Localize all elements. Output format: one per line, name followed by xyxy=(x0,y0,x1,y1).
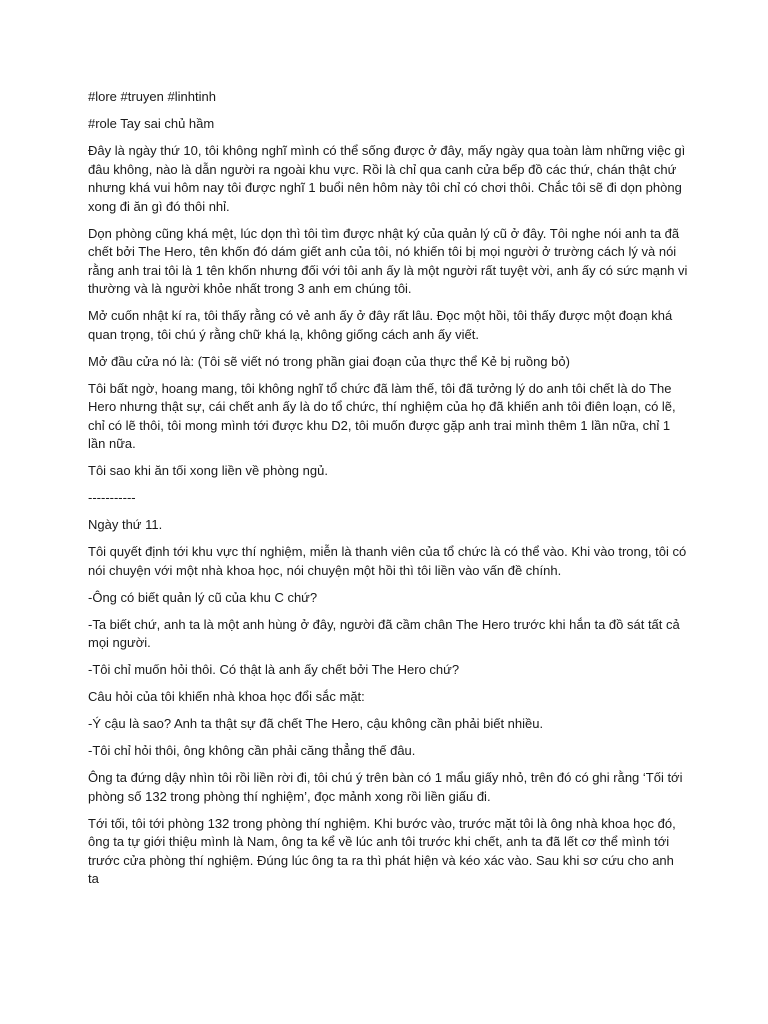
dialogue-line: -Tôi chỉ hỏi thôi, ông không cần phải căng thẳng thế đâu. xyxy=(88,743,416,758)
paragraph: Mở cuốn nhật kí ra, tôi thấy rằng có vẻ anh ấy ở đây rất lâu. Đọc một hồi, tôi thấy được một đoạn khá quan trọng, tôi chú ý rằng chữ khá lạ, không giống cách anh ấy viết. xyxy=(88,308,673,342)
paragraph: Mở đầu cửa nó là: (Tôi sẽ viết nó trong phần giai đoạn của thực thể Kẻ bị ruồng bỏ) xyxy=(88,353,570,369)
role-line: #role Tay sai chủ hầm xyxy=(88,116,215,131)
dialogue-line: -Ta biết chứ, anh ta là một anh hùng ở đây, người đã cầm chân The Hero trước khi hắn ta đồ sát tất cả mọi người. xyxy=(88,616,680,650)
tags-line: #lore #truyen #linhtinh xyxy=(88,89,216,104)
paragraph: Tôi quyết định tới khu vực thí nghiệm, miễn là thanh viên của tổ chức là có thể vào. Khi vào trong, tôi có nói chuyện với một nhà khoa học, nói chuyện một hồi thì tôi liền vào vấn đề chính. xyxy=(88,544,687,578)
dialogue-line: -Tôi chỉ muốn hỏi thôi. Có thật là anh ấy chết bởi The Hero chứ? xyxy=(88,662,460,677)
day-heading: Ngày thứ 11. xyxy=(88,517,163,532)
paragraph: Đây là ngày thứ 10, tôi không nghĩ mình có thể sống được ở đây, mấy ngày qua toàn làm những việc gì đâu không, nào là dẫn người ra ngoài khu vực. Rồi là chỉ qua canh cửa bếp đồ các thứ, chán thật chứ nhưng khá vui hôm nay tôi được nghĩ 1 buổi nên hôm này tôi chỉ có chơi thôi. Chắc tôi sẽ đi dọn phòng xong đi ăn gì đó thôi nhỉ. xyxy=(88,143,686,214)
section-divider: ----------- xyxy=(88,490,136,505)
dialogue-line: -Ý cậu là sao? Anh ta thật sự đã chết The Hero, cậu không cần phải biết nhiều. xyxy=(88,716,544,731)
paragraph: Tới tối, tôi tới phòng 132 trong phòng thí nghiệm. Khi bước vào, trước mặt tôi là ông nhà khoa học đó, ông ta tự giới thiệu mình là Nam, ông ta kể về lúc anh tôi trước khi chết, anh ta đã lết cơ thể mình tới trước cửa phòng thí nghiệm. Đúng lúc ông ta ra thì phát hiện và kéo xác vào. Sau khi sơ cứu cho anh ta xyxy=(88,815,676,886)
paragraph: Tôi bất ngờ, hoang mang, tôi không nghĩ tổ chức đã làm thế, tôi đã tưởng lý do anh tôi chết là do The Hero nhưng thật sự, cái chết anh ấy là do tổ chức, thí nghiệm của họ đã khiến anh tôi điên loạn, có lẽ, chỉ có lẽ thôi, tôi mong mình tới được khu D2, tôi muốn được gặp anh trai mình thêm 1 lần nữa, chỉ 1 lần nữa. xyxy=(88,380,676,451)
document-page xyxy=(88,88,688,897)
paragraph: Tôi sao khi ăn tối xong liền về phòng ngủ. xyxy=(88,463,328,478)
paragraph: Câu hỏi của tôi khiến nhà khoa học đổi sắc mặt: xyxy=(88,689,365,704)
dialogue-line: -Ông có biết quản lý cũ của khu C chứ? xyxy=(88,589,318,605)
paragraph: Dọn phòng cũng khá mệt, lúc dọn thì tôi tìm được nhật ký của quản lý cũ ở đây. Tôi nghe nói anh ta đã chết bởi The Hero, tên khốn đó dám giết anh của tôi, nó khiến tôi bị mọi người ở trường cách lý và nói rằng anh trai tôi là 1 tên khốn nhưng đối với tôi anh ấy là một người rất tuyệt vời, anh ấy có sức mạnh vi thường và là người khỏe nhất trong 3 anh em chúng tôi. xyxy=(88,225,688,296)
paragraph: Ông ta đứng dậy nhìn tôi rồi liền rời đi, tôi chú ý trên bàn có 1 mẩu giấy nhỏ, trên đó có ghi rằng ‘Tối tới phòng số 132 trong phòng thí nghiệm’, đọc mảnh xong rồi liền giấu đi. xyxy=(88,770,683,804)
